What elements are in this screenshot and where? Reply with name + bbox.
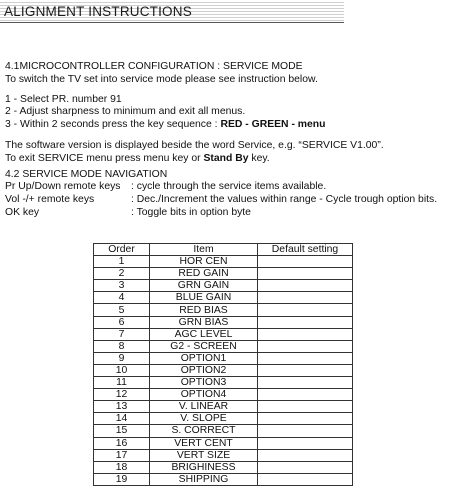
cell-order: 10 xyxy=(94,364,150,376)
cell-default-setting xyxy=(258,268,353,280)
cell-order: 19 xyxy=(94,473,150,485)
cell-default-setting xyxy=(258,328,353,340)
nav-desc: : cycle through the service items available. xyxy=(131,181,327,193)
cell-default-setting xyxy=(258,364,353,376)
step-1: 1 - Select PR. number 91 xyxy=(5,93,122,105)
header-item: Item xyxy=(150,244,258,256)
cell-item: OPTION2 xyxy=(150,364,258,376)
table-row xyxy=(94,437,353,449)
cell-order: 12 xyxy=(94,389,150,401)
cell-item: GRN BIAS xyxy=(150,316,258,328)
header-default-setting: Default setting xyxy=(258,244,353,256)
cell-order: 16 xyxy=(94,437,150,449)
table-row xyxy=(94,280,353,292)
table-row xyxy=(94,377,353,389)
table-row xyxy=(94,292,353,304)
cell-default-setting xyxy=(258,316,353,328)
cell-order: 4 xyxy=(94,292,150,304)
section2-heading: 4.2 SERVICE MODE NAVIGATION xyxy=(5,168,168,180)
table-row xyxy=(94,461,353,473)
cell-default-setting xyxy=(258,352,353,364)
cell-order: 3 xyxy=(94,280,150,292)
cell-default-setting xyxy=(258,473,353,485)
cell-item: OPTION3 xyxy=(150,377,258,389)
cell-item: S. CORRECT xyxy=(150,425,258,437)
cell-order: 8 xyxy=(94,340,150,352)
cell-order: 17 xyxy=(94,449,150,461)
header-order: Order xyxy=(94,244,150,256)
cell-item: RED GAIN xyxy=(150,268,258,280)
cell-item: V. SLOPE xyxy=(150,413,258,425)
cell-order: 13 xyxy=(94,401,150,413)
cell-order: 15 xyxy=(94,425,150,437)
cell-item: OPTION4 xyxy=(150,389,258,401)
cell-item: G2 - SCREEN xyxy=(150,340,258,352)
nav-key: OK key xyxy=(5,206,40,218)
step-2: 2 - Adjust sharpness to minimum and exit all menus. xyxy=(5,106,246,118)
service-items-table xyxy=(93,243,353,486)
cell-item: AGC LEVEL xyxy=(150,328,258,340)
cell-order: 18 xyxy=(94,461,150,473)
version-note: The software version is displayed beside the word Service, e.g. “SERVICE V1.00”. xyxy=(5,139,384,151)
nav-desc: : Toggle bits in option byte xyxy=(131,206,251,218)
nav-row xyxy=(5,181,455,194)
cell-default-setting xyxy=(258,425,353,437)
cell-default-setting xyxy=(258,461,353,473)
instructions-body xyxy=(5,61,455,220)
table-body xyxy=(94,256,353,486)
table-row xyxy=(94,389,353,401)
table-row xyxy=(94,316,353,328)
cell-default-setting xyxy=(258,292,353,304)
nav-desc: : Dec./Increment the values within range - Cycle trough option bits. xyxy=(131,194,438,206)
table-header-row xyxy=(94,244,353,256)
cell-item: SHIPPING xyxy=(150,473,258,485)
cell-item: VERT SIZE xyxy=(150,449,258,461)
exit-note xyxy=(5,153,455,166)
section1-intro: To switch the TV set into service mode please see instruction below. xyxy=(5,73,318,85)
table-row xyxy=(94,473,353,485)
cell-default-setting xyxy=(258,256,353,268)
title-bar xyxy=(0,0,344,23)
cell-item: V. LINEAR xyxy=(150,401,258,413)
table-row xyxy=(94,413,353,425)
cell-item: GRN GAIN xyxy=(150,280,258,292)
table-row xyxy=(94,401,353,413)
table-row xyxy=(94,425,353,437)
cell-item: HOR CEN xyxy=(150,256,258,268)
cell-item: VERT CENT xyxy=(150,437,258,449)
exit-prefix: To exit SERVICE menu press menu key or xyxy=(5,152,204,164)
cell-default-setting xyxy=(258,389,353,401)
cell-order: 5 xyxy=(94,304,150,316)
exit-suffix: key. xyxy=(248,152,270,164)
cell-default-setting xyxy=(258,449,353,461)
cell-order: 6 xyxy=(94,316,150,328)
cell-item: BLUE GAIN xyxy=(150,292,258,304)
cell-order: 2 xyxy=(94,268,150,280)
section1-heading: 4.1MICROCONTROLLER CONFIGURATION : SERVICE MODE xyxy=(5,61,303,72)
table-row xyxy=(94,449,353,461)
step-3 xyxy=(5,119,455,132)
step-3-keys: RED - GREEN - menu xyxy=(220,119,326,131)
nav-row xyxy=(5,207,455,220)
cell-item: OPTION1 xyxy=(150,352,258,364)
cell-default-setting xyxy=(258,340,353,352)
nav-row xyxy=(5,194,455,207)
table-row xyxy=(94,268,353,280)
cell-default-setting xyxy=(258,437,353,449)
table-row xyxy=(94,340,353,352)
table-row xyxy=(94,364,353,376)
cell-item: BRIGHINESS xyxy=(150,461,258,473)
table-row xyxy=(94,328,353,340)
cell-order: 7 xyxy=(94,328,150,340)
table-row xyxy=(94,256,353,268)
table-row xyxy=(94,352,353,364)
cell-order: 9 xyxy=(94,352,150,364)
nav-key: Vol -/+ remote keys xyxy=(5,194,95,206)
cell-order: 1 xyxy=(94,256,150,268)
cell-order: 11 xyxy=(94,377,150,389)
cell-default-setting xyxy=(258,304,353,316)
page-title: ALIGNMENT INSTRUCTIONS xyxy=(4,4,192,19)
table-row xyxy=(94,304,353,316)
cell-default-setting xyxy=(258,377,353,389)
cell-order: 14 xyxy=(94,413,150,425)
cell-default-setting xyxy=(258,401,353,413)
cell-item: RED BIAS xyxy=(150,304,258,316)
cell-default-setting xyxy=(258,280,353,292)
nav-key: Pr Up/Down remote keys xyxy=(5,181,121,193)
exit-key: Stand By xyxy=(203,152,249,164)
cell-default-setting xyxy=(258,413,353,425)
step-3-prefix: 3 - Within 2 seconds press the key sequence : xyxy=(5,119,221,131)
